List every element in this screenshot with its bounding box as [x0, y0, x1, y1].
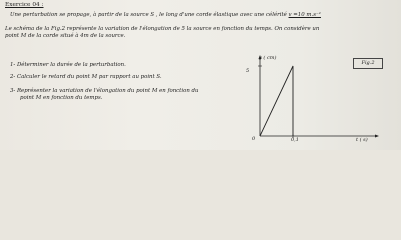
question-3: 3- Représenter la variation de l'élongation du point M en fonction du	[10, 88, 199, 94]
celerity-value: v =10 m.s⁻¹	[288, 12, 321, 18]
y-tick-label: 5	[246, 68, 250, 74]
x-axis-arrow	[375, 135, 379, 138]
x-tick-label: 0,1	[291, 137, 299, 143]
elongation-curve	[260, 66, 293, 136]
y-axis-label: y ( cm)	[259, 55, 277, 61]
question-1: 1- Déterminer la durée de la perturbation.	[10, 62, 126, 68]
statement-line-2: Le schéma de la Fig.2 représente la variation de l'élongation de 5 la source en fonction du temps. On considère un	[5, 26, 320, 32]
question-3-continued: point M en fonction du temps.	[20, 95, 103, 101]
statement-line-1-text: Une perturbation se propage, à partir de la source S , le long d'une corde élastique avec une célérité	[10, 12, 289, 18]
exercise-title: Exercice 04 :	[5, 2, 44, 8]
statement-line-3: point M de la corde situé à 4m de la source.	[5, 33, 126, 39]
x-axis-label: t ( s)	[356, 137, 368, 143]
question-2: 2- Calculer le retard du point M par rapport au point S.	[10, 74, 162, 80]
origin-label: 0	[252, 136, 256, 142]
figure-label: Fig.2	[353, 58, 383, 69]
statement-line-1	[10, 12, 321, 18]
